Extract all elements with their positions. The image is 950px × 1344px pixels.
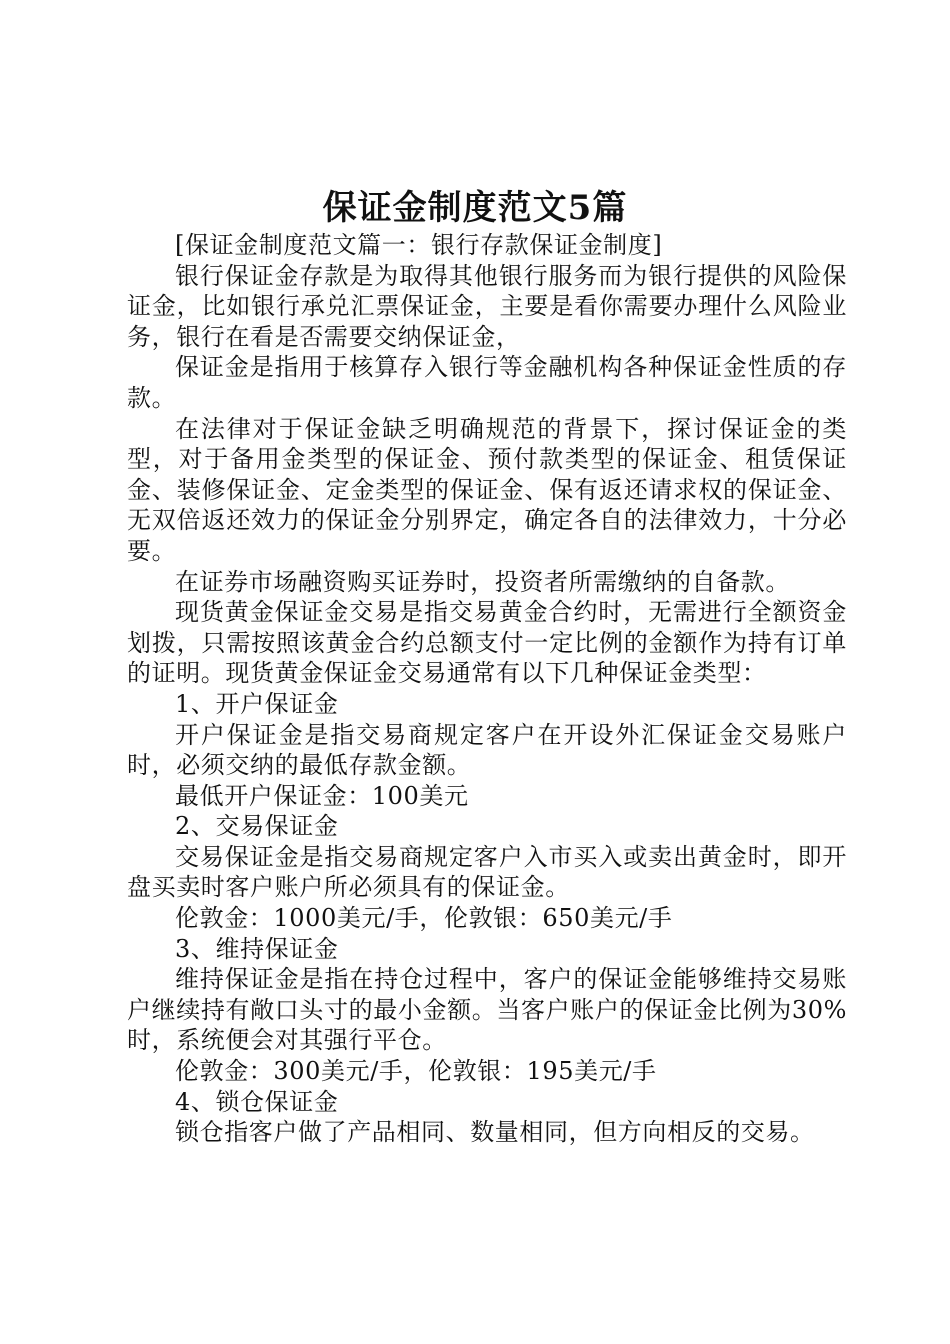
list-heading: 3、维持保证金 [175, 934, 339, 963]
paragraph: 锁仓指客户做了产品相同、数量相同，但方向相反的交易。 [175, 1118, 815, 1147]
paragraph: 交易保证金是指交易商规定客户入市买入或卖出黄金时，即开盘买卖时客户账户所必须具有的保证金。 [127, 842, 847, 902]
paragraph: 开户保证金是指交易商规定客户在开设外汇保证金交易账户时，必须交纳的最低存款金额。 [127, 720, 847, 780]
list-heading: 4、锁仓保证金 [175, 1087, 339, 1116]
paragraph: 伦敦金：300美元/手，伦敦银：195美元/手 [175, 1057, 657, 1086]
paragraph: 现货黄金保证金交易是指交易黄金合约时，无需进行全额资金划拨，只需按照该黄金合约总额支付一定比例的金额作为持有订单的证明。现货黄金保证金交易通常有以下几种保证金类型： [127, 598, 847, 688]
paragraph: 最低开户保证金：100美元 [175, 781, 469, 810]
list-heading: 1、开户保证金 [175, 689, 339, 718]
paragraph: 保证金是指用于核算存入银行等金融机构各种保证金性质的存款。 [127, 353, 847, 412]
document-body [127, 230, 847, 1148]
paragraph: 在法律对于保证金缺乏明确规范的背景下，探讨保证金的类型，对于备用金类型的保证金、预付款类型的保证金、租赁保证金、装修保证金、定金类型的保证金、保有返还请求权的保证金、无双倍返还效力的保证金分别界定，确定各自的法律效力，十分必要。 [127, 414, 847, 565]
paragraph: 在证券市场融资购买证券时，投资者所需缴纳的自备款。 [175, 567, 790, 596]
paragraph: 银行保证金存款是为取得其他银行服务而为银行提供的风险保证金，比如银行承兑汇票保证金，主要是看你需要办理什么风险业务，银行在看是否需要交纳保证金， [127, 261, 847, 351]
paragraph: 维持保证金是指在持仓过程中，客户的保证金能够维持交易账户继续持有敞口头寸的最小金额。当客户账户的保证金比例为30%时，系统便会对其强行平仓。 [127, 965, 847, 1055]
document-title: 保证金制度范文5篇 [322, 188, 628, 228]
paragraph: 伦敦金：1000美元/手，伦敦银：650美元/手 [175, 904, 673, 933]
list-heading: 2、交易保证金 [175, 812, 339, 841]
paragraph-section-heading: [保证金制度范文篇一：银行存款保证金制度] [175, 231, 663, 259]
